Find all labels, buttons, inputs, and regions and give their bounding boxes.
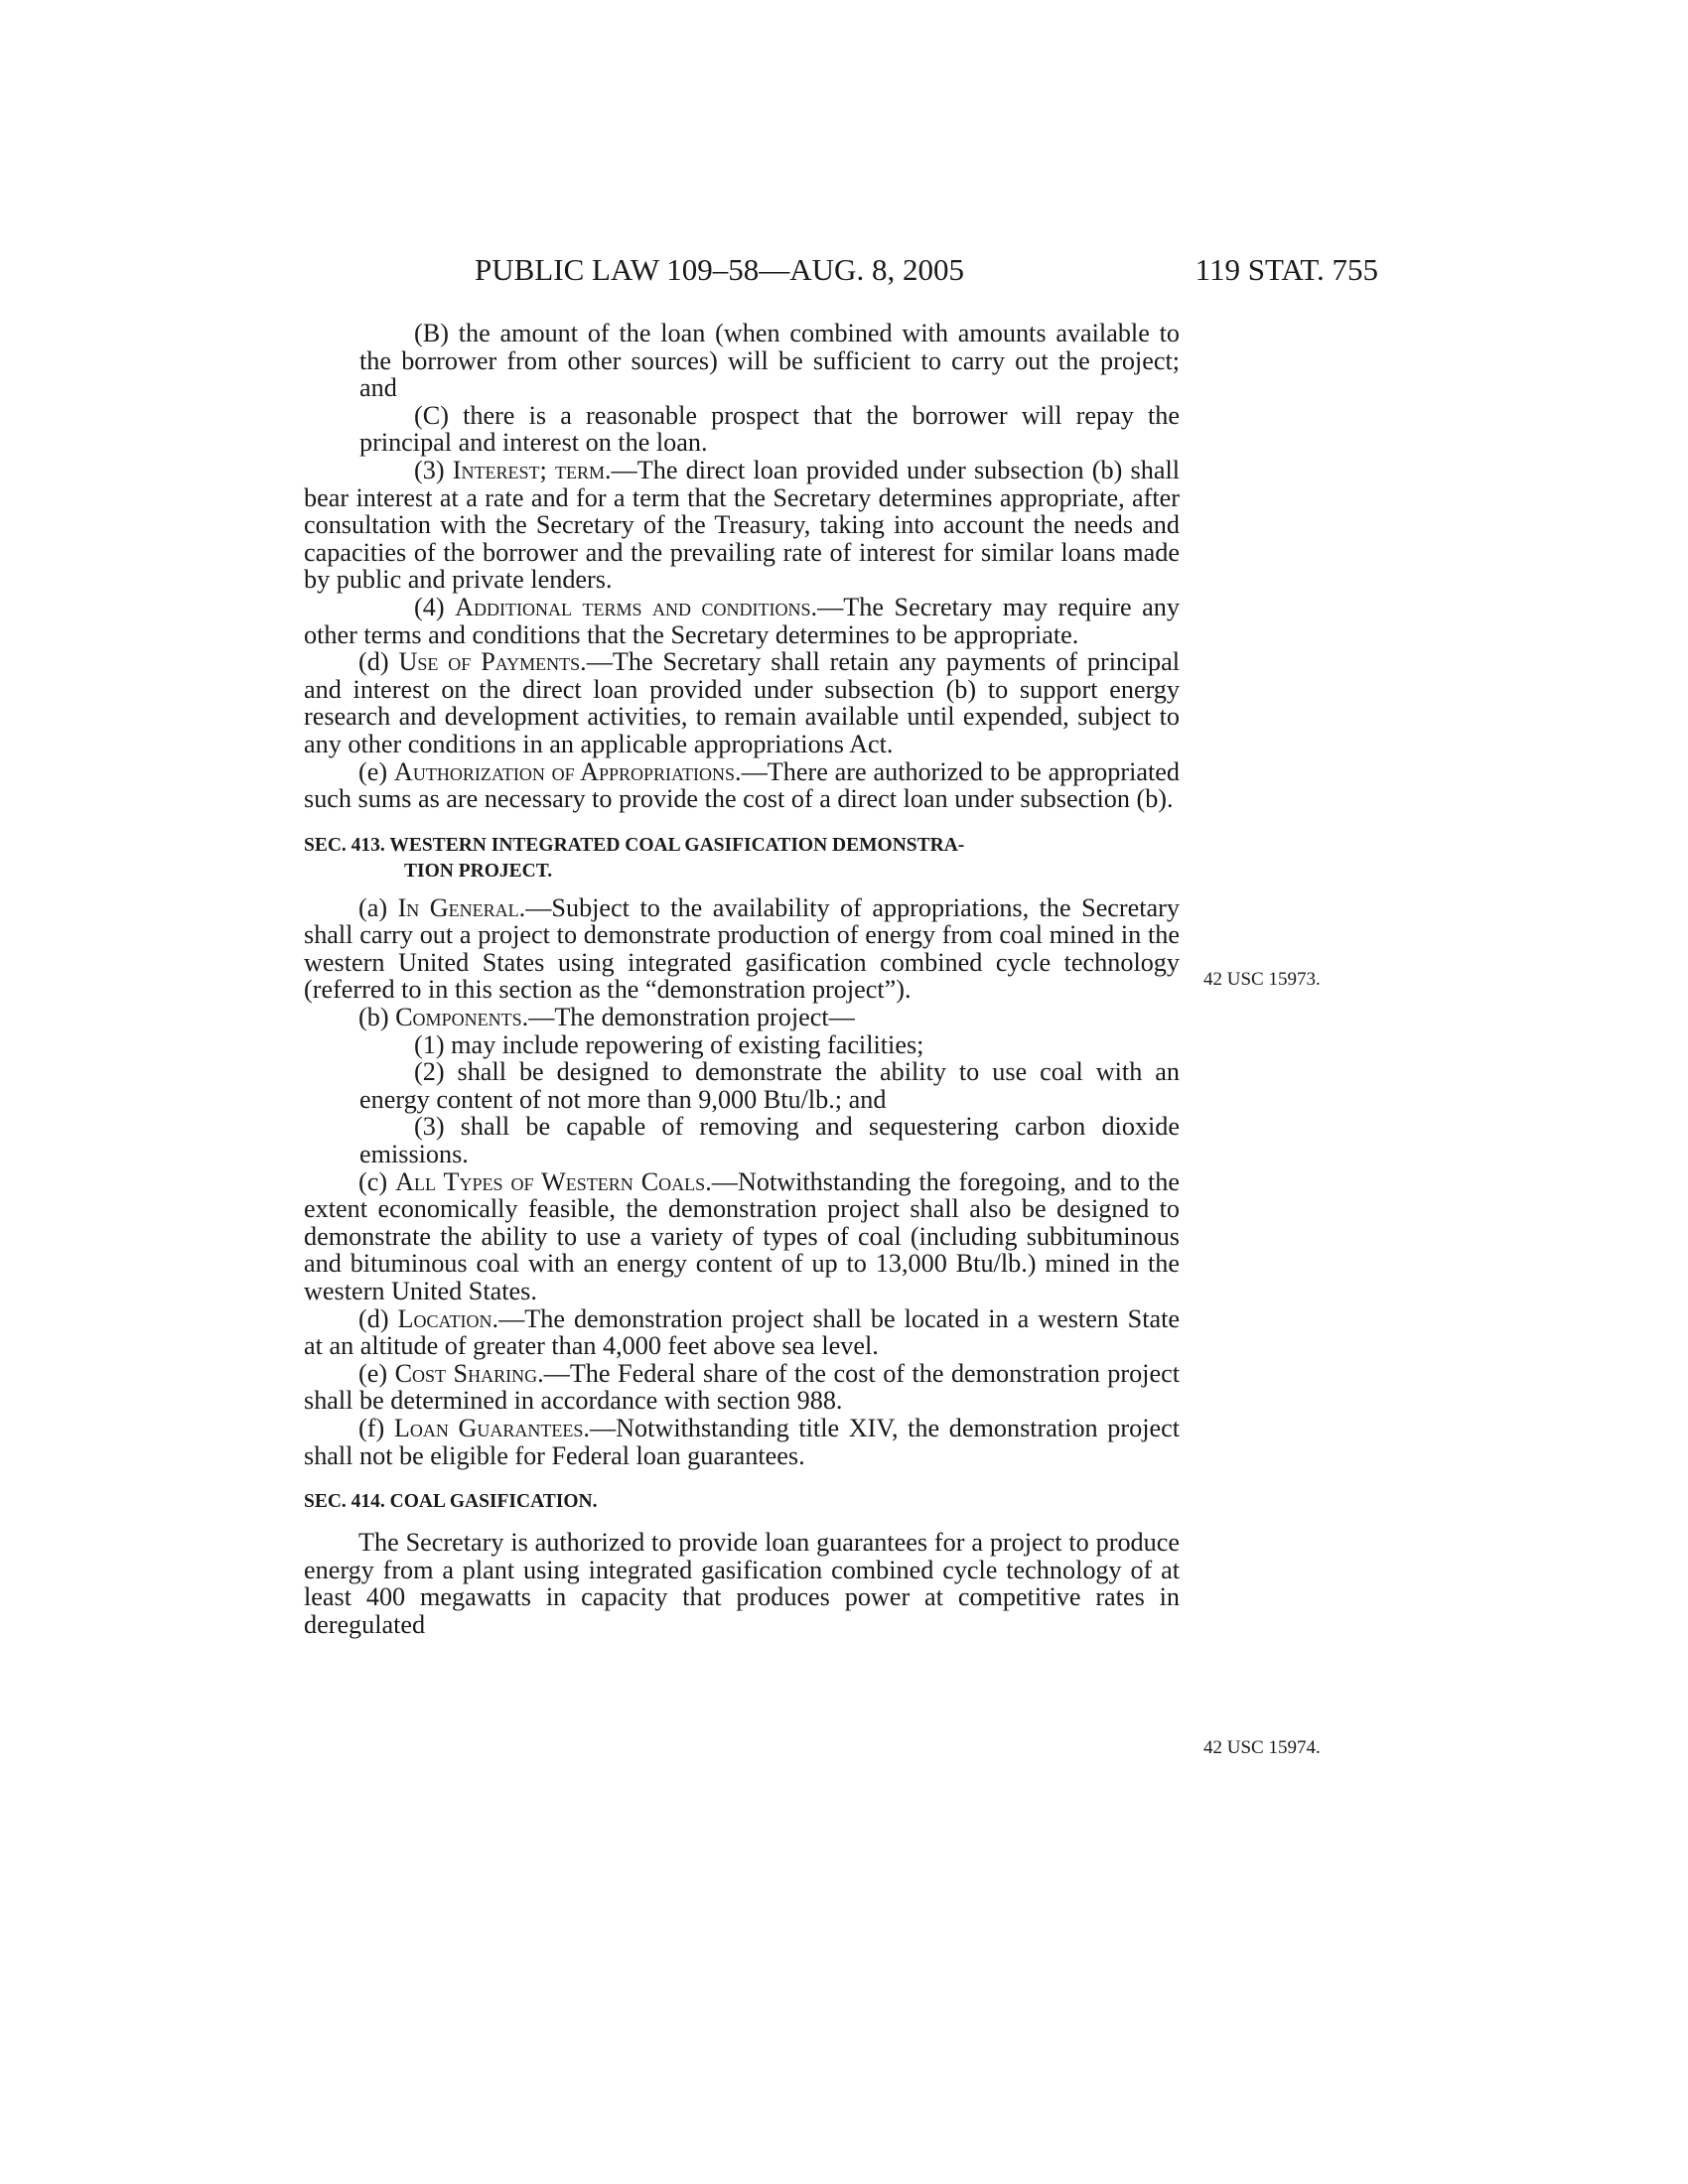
paragraph-text: —The demonstration project shall be located in a western State at an altitude of greater than 4,000 feet above sea level. bbox=[304, 1303, 1180, 1361]
section-414-heading bbox=[304, 1489, 1180, 1515]
section-heading-line1: SEC. 413. WESTERN INTEGRATED COAL GASIFICATION DEMONSTRA- bbox=[304, 834, 965, 856]
paragraph-caption: Cost Sharing. bbox=[394, 1358, 544, 1388]
public-law-citation: PUBLIC LAW 109–58—AUG. 8, 2005 bbox=[475, 252, 964, 287]
subsection-e-authorization bbox=[304, 758, 1180, 813]
paragraph-label: (b) bbox=[358, 1003, 396, 1032]
paragraph-label: (d) bbox=[358, 1303, 398, 1333]
paragraph-caption: In General. bbox=[397, 892, 526, 922]
sec413-b-item-1: (1) may include repowering of existing facilities; bbox=[414, 1029, 924, 1059]
paragraph-label: (4) bbox=[414, 592, 456, 621]
paragraph-3-interest-term bbox=[304, 457, 1180, 594]
sec413-b-item-3: (3) shall be capable of removing and sequestering carbon dioxide emissions. bbox=[359, 1112, 1180, 1169]
paragraph-text: —The Federal share of the cost of the demonstration project shall be determined in accordance with section 988. bbox=[304, 1358, 1180, 1416]
paragraph-caption: Use of Payments. bbox=[398, 647, 587, 677]
paragraph-label: (d) bbox=[358, 647, 399, 677]
paragraph-caption: Components. bbox=[395, 1003, 529, 1032]
paragraph-caption: Additional terms and conditions. bbox=[455, 592, 818, 621]
sec413-subsection-d bbox=[304, 1305, 1180, 1360]
subsection-d-use-of-payments bbox=[304, 648, 1180, 757]
sec413-subsection-f bbox=[304, 1415, 1180, 1469]
paragraph-label: (3) bbox=[414, 455, 453, 484]
sec413-subsection-a bbox=[304, 894, 1180, 1004]
paragraph-label: (f) bbox=[358, 1413, 394, 1442]
sec413-subsection-b bbox=[304, 1004, 1180, 1031]
paragraph-caption: Location. bbox=[397, 1303, 499, 1333]
paragraph-b-sufficiency: (B) the amount of the loan (when combined with amounts available to the borrower from other sources) will be sufficient to carry out the project; and bbox=[359, 319, 1180, 403]
sec413-subsection-c bbox=[304, 1168, 1180, 1305]
paragraph-caption: Authorization of Appropriations. bbox=[393, 756, 742, 786]
paragraph-label: (e) bbox=[358, 1358, 395, 1388]
page-body bbox=[304, 320, 1180, 1639]
section-heading-line2: TION PROJECT. bbox=[404, 860, 553, 882]
paragraph-label: (e) bbox=[358, 756, 394, 786]
paragraph-text: —Notwithstanding title XIV, the demonstration project shall not be eligible for Federal loan guarantees. bbox=[304, 1413, 1180, 1470]
sec413-margin-note: 42 USC 15973. bbox=[1203, 969, 1321, 990]
paragraph-caption: Loan Guarantees. bbox=[393, 1413, 590, 1442]
sec414-text: The Secretary is authorized to provide loan guarantees for a project to produce energy from a plant using integrated gasification combined cycle technology of at least 400 megawatts in capacity that produces power at competitive rates in deregulated bbox=[304, 1528, 1180, 1639]
statute-page-number: 119 STAT. 755 bbox=[1195, 252, 1378, 287]
paragraph-text: —The Secretary shall retain any payments of principal and interest on the direct loan provided under subsection (b) to support energy research and development activities, to remain available until expended, subject to any other conditions in an applicable appropriations Act. bbox=[304, 647, 1181, 758]
paragraph-text: —The demonstration project— bbox=[528, 1003, 855, 1032]
sec413-subsection-e bbox=[304, 1360, 1180, 1415]
paragraph-label: (a) bbox=[358, 892, 398, 922]
paragraph-caption: Interest; term. bbox=[452, 455, 612, 484]
section-413-heading bbox=[304, 833, 1180, 885]
paragraph-text: —Notwithstanding the foregoing, and to the extent economically feasible, the demonstration project shall also be designed to demonstrate the ability to use a variety of types of coal (including subbituminous and bituminous coal with an energy content of up to 13,000 Btu/lb.) mined in the western United States. bbox=[304, 1166, 1180, 1305]
sec413-b-item-2: (2) shall be designed to demonstrate the ability to use coal with an energy content of not more than 9,000 Btu/lb.; and bbox=[359, 1057, 1180, 1114]
sec414-margin-note: 42 USC 15974. bbox=[1203, 1737, 1321, 1758]
paragraph-text: —The Secretary may require any other terms and conditions that the Secretary determines to be appropriate. bbox=[304, 592, 1180, 649]
running-header bbox=[0, 250, 1688, 290]
paragraph-text: —Subject to the availability of appropriations, the Secretary shall carry out a project to demonstrate production of energy from coal mined in the western United States using integrated gasification combined cycle technology (referred to in this section as the “demonstration project”). bbox=[304, 892, 1180, 1005]
paragraph-text: —The direct loan provided under subsection (b) shall bear interest at a rate and for a term that the Secretary determines appropriate, after consultation with the Secretary of the Treasury, taking into account the needs and capacities of the borrower and the prevailing rate of interest for similar loans made by public and private lenders. bbox=[304, 455, 1180, 595]
paragraph-label: (c) bbox=[358, 1166, 396, 1196]
paragraph-caption: All Types of Western Coals. bbox=[395, 1166, 712, 1196]
paragraph-c-repayment: (C) there is a reasonable prospect that the borrower will repay the principal and interest on the loan. bbox=[359, 400, 1180, 458]
section-heading-line1: SEC. 414. COAL GASIFICATION. bbox=[304, 1491, 598, 1513]
paragraph-text: —There are authorized to be appropriated such sums as are necessary to provide the cost of a direct loan under subsection (b). bbox=[304, 756, 1180, 814]
paragraph-4-additional-terms bbox=[304, 594, 1180, 648]
